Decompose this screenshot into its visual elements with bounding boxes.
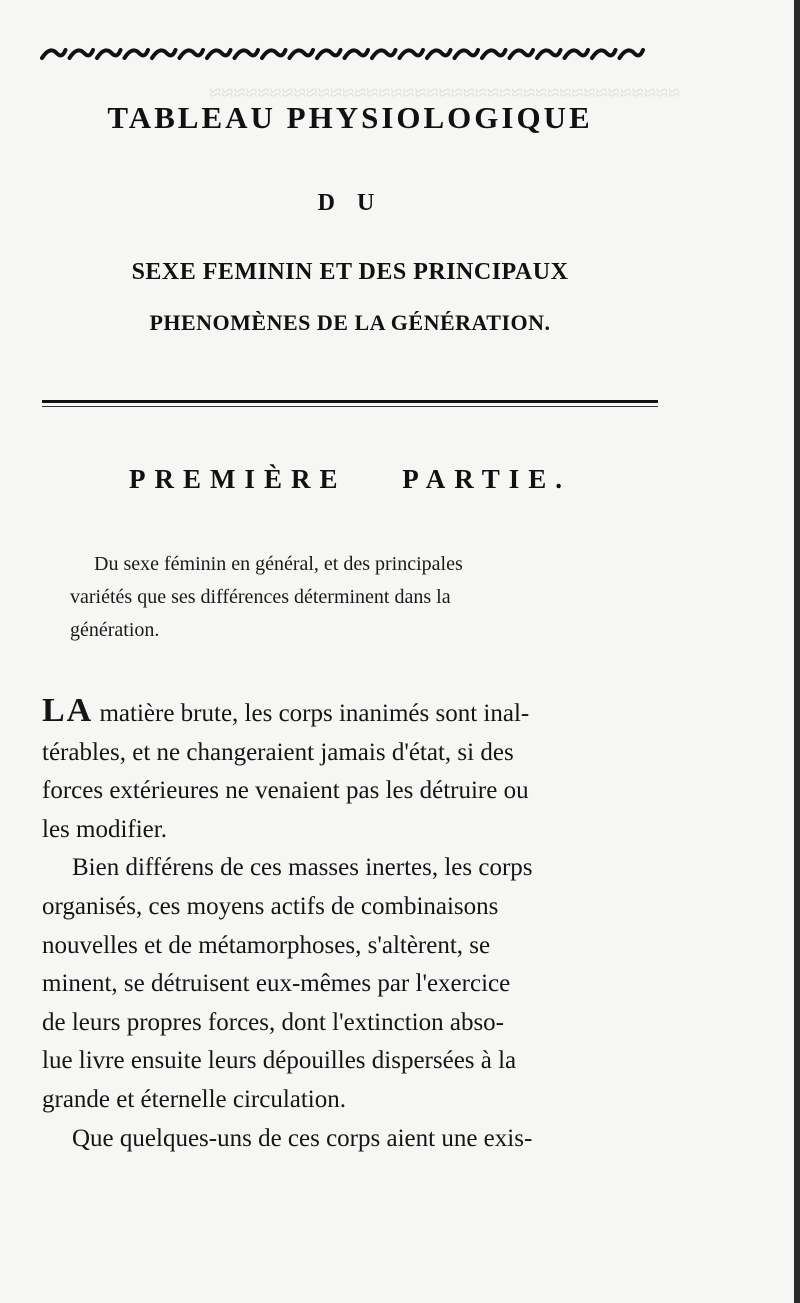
ornament-link — [427, 50, 451, 58]
page-binding-edge — [794, 0, 800, 1303]
ornament-link — [152, 50, 176, 58]
ornament-link — [400, 50, 424, 58]
ornament-link — [620, 50, 644, 58]
ornament-link — [262, 50, 286, 58]
ornament-link — [482, 50, 506, 58]
dropcap: LA — [42, 692, 94, 729]
ornament-link — [235, 50, 259, 58]
body-line: Que quelques-uns de ces corps aient une exis- — [72, 1124, 533, 1152]
ornament-link — [290, 50, 314, 58]
body-line: de leurs propres forces, dont l'extinction abso- — [42, 1008, 505, 1036]
body-line-first — [42, 692, 662, 734]
body-line: nouvelles et de métamorphoses, s'altèrent, se — [42, 931, 491, 959]
title-connector: D U — [317, 190, 383, 216]
body-line: forces extérieures ne venaient pas les détruire ou — [42, 777, 529, 805]
section-divider-thick — [42, 400, 658, 403]
ornament-link — [180, 50, 204, 58]
subtitle-line-2: PHENOMÈNES DE LA GÉNÉRATION. — [149, 310, 551, 335]
body-line: les modifier. — [42, 815, 167, 843]
ornament-link — [345, 50, 369, 58]
ornament-link — [510, 50, 534, 58]
ornament-link — [565, 50, 589, 58]
ornament-link — [207, 50, 231, 58]
ornament-link — [125, 50, 149, 58]
body-line: minent, se détruisent eux-mêmes par l'exercice — [42, 970, 511, 998]
body-line: organisés, ces moyens actifs de combinaisons — [42, 892, 499, 920]
ornament-link — [97, 50, 121, 58]
summary-line: variétés que ses différences déterminent dans la — [70, 586, 451, 608]
ornamental-header-border — [40, 44, 645, 66]
ornament-link — [42, 50, 66, 58]
chapter-summary — [70, 548, 640, 647]
body-line: lue livre ensuite leurs dépouilles dispersées à la — [42, 1047, 517, 1075]
subtitle-line-1: SEXE FEMININ ET DES PRINCIPAUX — [131, 259, 569, 285]
body-text — [42, 692, 662, 1158]
ornament-link — [372, 50, 396, 58]
part-heading: PREMIÈRE PARTIE. — [128, 464, 572, 494]
body-line: Bien différens de ces masses inertes, les corps — [72, 854, 533, 882]
bleed-through-texture: ≈≈≈≈≈≈≈≈≈≈≈≈≈≈≈≈≈≈≈≈≈≈≈≈≈≈≈≈≈≈≈≈≈≈≈≈≈≈≈ — [209, 80, 680, 105]
ornament-link — [317, 50, 341, 58]
body-line: matière brute, les corps inanimés sont inal- — [93, 700, 530, 727]
ornament-link — [70, 50, 94, 58]
ornament-link — [455, 50, 479, 58]
body-line: grande et éternelle circulation. — [42, 1085, 347, 1113]
summary-line: Du sexe féminin en général, et des principales — [94, 553, 463, 575]
page-title: TABLEAU PHYSIOLOGIQUE — [107, 100, 593, 135]
ornament-link — [592, 50, 616, 58]
summary-line: génération. — [70, 619, 160, 641]
ornament-link — [537, 50, 561, 58]
body-line: térables, et ne changeraient jamais d'état, si des — [42, 738, 514, 766]
section-divider-thin — [42, 406, 658, 407]
